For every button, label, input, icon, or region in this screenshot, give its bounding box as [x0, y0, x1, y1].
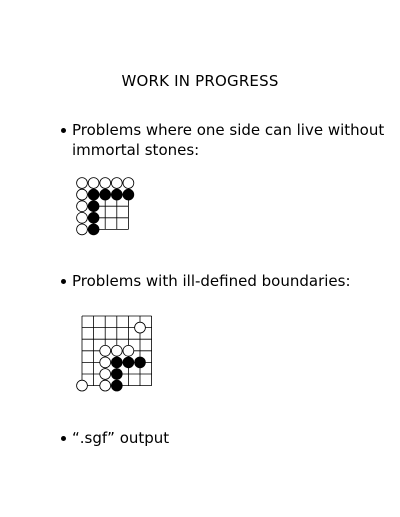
black-stone — [111, 380, 122, 391]
white-stone — [123, 345, 134, 356]
bullet-text-3: “.sgf” output — [72, 429, 170, 447]
white-stone — [100, 357, 111, 368]
white-stone — [111, 345, 122, 356]
white-stone — [100, 369, 111, 380]
black-stone — [123, 357, 134, 368]
black-stone — [135, 357, 146, 368]
white-stone — [100, 345, 111, 356]
bullet-text-1-line-2: immortal stones: — [72, 141, 200, 159]
white-stone — [100, 380, 111, 391]
page-title: WORK IN PROGRESS — [121, 72, 279, 90]
white-stone — [77, 380, 88, 391]
bullet-marker-3 — [61, 436, 66, 441]
white-stone — [135, 322, 146, 333]
black-stone — [111, 357, 122, 368]
bullet-text-1-line-1: Problems where one side can live without — [72, 121, 385, 139]
bullet-text-2: Problems with ill-defined boundaries: — [72, 272, 351, 290]
black-stone — [111, 369, 122, 380]
